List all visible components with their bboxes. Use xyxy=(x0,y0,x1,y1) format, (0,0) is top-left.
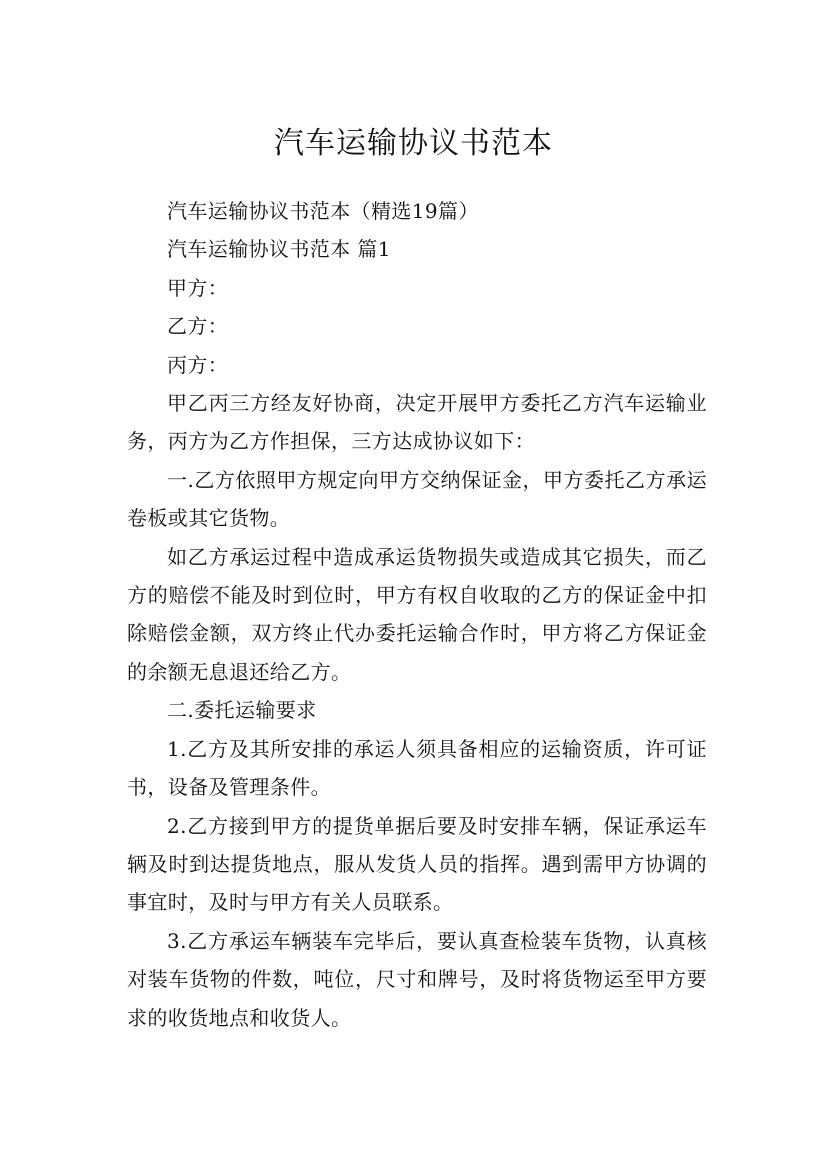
intro-paragraph: 甲乙丙三方经友好协商，决定开展甲方委托乙方汽车运输业务，丙方为乙方作担保，三方达成协议如下： xyxy=(127,391,707,454)
requirement-2-paragraph: 2.乙方接到甲方的提货单据后要及时安排车辆，保证承运车辆及时到达提货地点，服从发货人员的指挥。遇到需甲方协调的事宜时，及时与甲方有关人员联系。 xyxy=(127,813,707,915)
subtitle-paragraph: 汽车运输协议书范本（精选19篇） xyxy=(167,199,479,223)
document-body xyxy=(127,192,707,1037)
clause-2-heading: 二.委托运输要求 xyxy=(167,698,317,723)
requirement-3-paragraph: 3.乙方承运车辆装车完毕后，要认真查检装车货物，认真核对装车货物的件数，吨位，尺寸和牌号，及时将货物运至甲方要求的收货地点和收货人。 xyxy=(127,928,707,1030)
document-title: 汽车运输协议书范本 xyxy=(274,126,553,162)
compensation-paragraph: 如乙方承运过程中造成承运货物损失或造成其它损失，而乙方的赔偿不能及时到位时，甲方有权自收取的乙方的保证金中扣除赔偿金额，双方终止代办委托运输合作时，甲方将乙方保证金的余额无息退还给乙方。 xyxy=(127,544,707,684)
requirement-1-paragraph: 1.乙方及其所安排的承运人须具备相应的运输资质，许可证书，设备及管理条件。 xyxy=(127,736,707,800)
party-a-line: 甲方： xyxy=(167,275,229,300)
section-heading: 汽车运输协议书范本 篇1 xyxy=(167,237,391,262)
party-c-line: 丙方： xyxy=(167,352,229,377)
party-b-line: 乙方： xyxy=(167,314,229,339)
clause-1-paragraph: 一.乙方依照甲方规定向甲方交纳保证金，甲方委托乙方承运卷板或其它货物。 xyxy=(127,467,707,531)
